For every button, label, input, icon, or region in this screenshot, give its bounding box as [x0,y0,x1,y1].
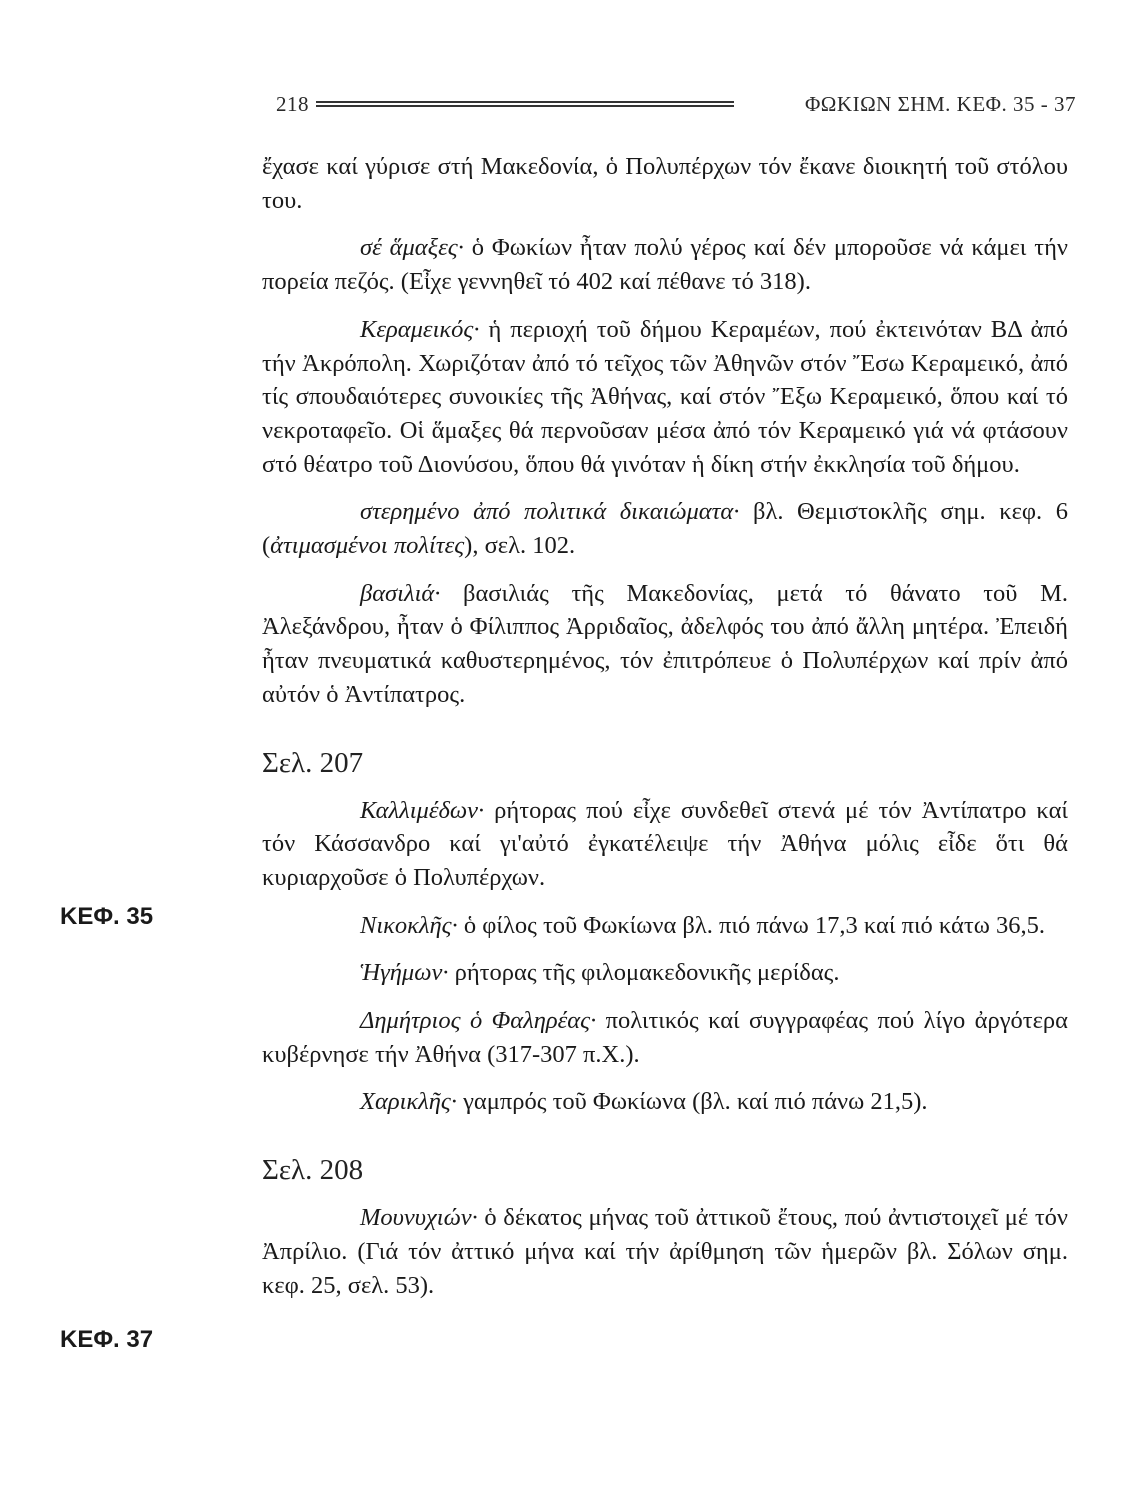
page-header [276,92,1076,120]
note-text: ρήτορας τῆς φιλομακεδονικῆς μερίδας. [448,959,840,987]
note-mounychion [262,1201,1068,1302]
note-text: ὁ δέκατος μήνας τοῦ ἀττικοῦ ἔτους, πού ἀντιστοιχεῖ μέ τόν Ἀπρίλιο. (Γιά τόν ἀττικό μήνα καί τήν ἀρίθμηση τῶν ἡμερῶν βλ. Σόλων σημ. κεφ. 25, σελ. 53). [262,1204,1068,1299]
note-text: ἡ περιοχή τοῦ δήμου Κεραμέων, πού ἐκτεινόταν ΒΔ ἀπό τήν Ἀκρόπολη. Χωριζόταν ἀπό τό τεῖχος τῶν Ἀθηνῶν στόν Ἔσω Κεραμεικό, ἀπό τίς σπουδαιότερες συνοικίες τῆς Ἀθήνας, καί στόν Ἔξω Κεραμεικό, ὅπου καί τό νεκροταφεῖο. Οἱ ἅμαξες θά περνοῦσαν μέσα ἀπό τόν Κεραμεικό γιά νά φτάσουν στό θέατρο τοῦ Διονύσου, ὅπου θά γινόταν ἡ δίκη στήν ἐκκλησία τοῦ δήμου. [262,315,1068,478]
note-term: Μουνυχιών· [360,1204,478,1232]
section-heading-207: Σελ. 207 [262,746,364,779]
note-kallimedon [262,794,1068,895]
paragraph-text: ἔχασε καί γύρισε στή Μακεδονία, ὁ Πολυπέρχων τόν ἔκανε διοικητή τοῦ στόλου του. [262,153,1068,214]
note-nikokles [262,909,1068,943]
paragraph-continued [262,150,1068,217]
note-term: σέ ἅμαξες· [360,234,464,262]
note-term: Ἡγήμων· [360,959,449,987]
note-se-amaxes [262,231,1068,298]
note-hegemon [262,956,1068,990]
note-cross-ref-term: ἀτιμασμένοι πολίτες [270,532,465,560]
note-term: Κεραμεικός· [360,315,480,343]
note-kerameikos [262,313,1068,482]
note-text: βλ. Θεμιστοκλῆς σημ. κεφ. 6 ( [262,498,1068,560]
header-double-rule [316,101,734,107]
note-sterimeno [262,495,1068,562]
note-term: βασιλιά· [360,579,441,607]
note-vasilia [262,577,1068,712]
note-term: Χαρικλῆς· [360,1088,457,1116]
note-term: Καλλιμέδων· [360,796,485,824]
note-text-end: ), σελ. 102. [464,532,576,560]
note-term: Νικοκλῆς· [360,911,458,939]
note-term: Δημήτριος ὁ Φαληρέας· [360,1007,597,1035]
page-number: 218 [276,92,309,116]
note-demetrios [262,1004,1068,1071]
note-term: στερημένο ἀπό πολιτικά δικαιώματα· [360,498,740,526]
note-text: ὁ φίλος τοῦ Φωκίωνα βλ. πιό πάνω 17,3 καί πιό κάτω 36,5. [457,911,1045,939]
chapter-label-37: ΚΕΦ. 37 [60,1326,154,1353]
chapter-label-35: ΚΕΦ. 35 [60,903,154,930]
section-heading-208: Σελ. 208 [262,1154,364,1187]
running-title: ΦΩΚΙΩΝ ΣΗΜ. ΚΕΦ. 35 - 37 [804,92,1076,116]
page-body [262,150,1068,1316]
note-text: γαμπρός τοῦ Φωκίωνα (βλ. καί πιό πάνω 21,5). [456,1088,928,1116]
note-text: ὁ Φωκίων ἦταν πολύ γέρος καί δέν μποροῦσε νά κάμει τήν πορεία πεζός. (Εἶχε γεννηθεῖ τό 402 καί πέθανε τό 318). [262,234,1069,296]
note-text: πολιτικός καί συγγραφέας πού λίγο ἀργότερα κυβέρνησε τήν Ἀθήνα (317-307 π.Χ.). [262,1007,1068,1068]
note-text: ρήτορας πού εἶχε συνδεθεῖ στενά μέ τόν Ἀντίπατρο καί τόν Κάσσανδρο καί γι'αὐτό ἐγκατέλειψε τήν Ἀθήνα μόλις εἶδε ὅτι θά κυριαρχοῦσε ὁ Πολυπέρχων. [262,796,1068,891]
note-text: βασιλιάς τῆς Μακεδονίας, μετά τό θάνατο τοῦ Μ. Ἀλεξάνδρου, ἦταν ὁ Φίλιππος Ἀρριδαῖος, ἀδελφός του ἀπό ἄλλη μητέρα. Ἐπειδή ἦταν πνευματικά καθυστερημένος, τόν ἐπιτρόπευε ὁ Πολυπέρχων καί πρίν ἀπό αὐτόν ὁ Ἀντίπατρος. [262,579,1068,708]
note-charikles [262,1085,1068,1119]
